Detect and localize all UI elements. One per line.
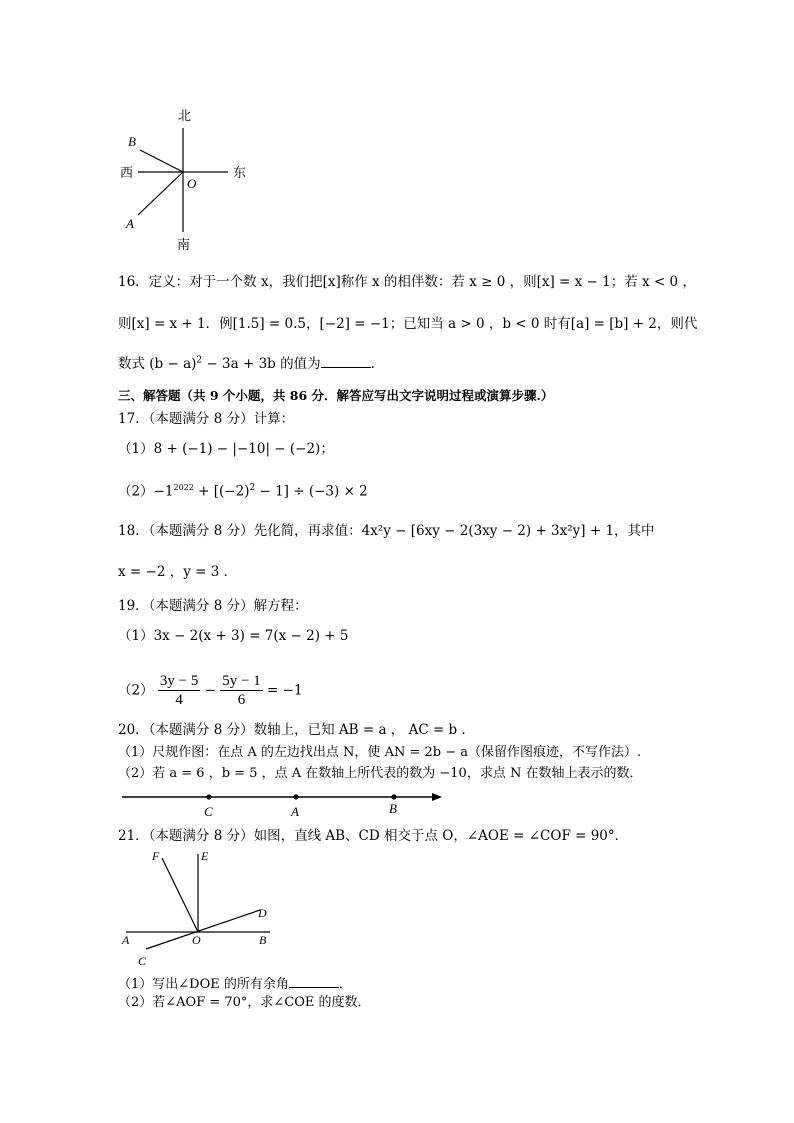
- number-line-figure: [118, 786, 458, 822]
- q19-frac1-num: 3y − 5: [159, 673, 199, 689]
- q16-line1: 16．定义：对于一个数 x，我们把[x]称作 x 的相伴数：若 x ≥ 0 ，则[x] = x − 1；若 x < 0 ，: [118, 274, 696, 290]
- q19-minus: −: [200, 682, 221, 699]
- compass-north: 北: [178, 108, 192, 123]
- compass-point-b: B: [128, 134, 136, 149]
- q21-heading: 21．（本题满分 8 分）如图，直线 AB、CD 相交于点 O，∠AOE = ∠COF = 90°．: [118, 828, 629, 844]
- figure21-label-b: B: [259, 933, 267, 947]
- compass-south: 南: [177, 237, 191, 252]
- compass-east: 东: [233, 165, 247, 180]
- q20-part1: （1）尺规作图：在点 A 的左边找出点 N，使 AN = 2b − a（保留作图痕迹，不写作法）.: [118, 745, 642, 760]
- q19-frac2-den: 6: [237, 692, 246, 708]
- q19-heading: 19．（本题满分 8 分）解方程：: [118, 598, 308, 614]
- q18-line2: x = −2 ，y = 3 ．: [118, 564, 238, 580]
- q21-part1-text: （1）写出∠DOE 的所有余角: [118, 977, 289, 992]
- q16-expr-sup: 2: [196, 355, 203, 366]
- q19-rhs: = −1: [262, 682, 303, 699]
- figure21-label-o: O: [192, 933, 201, 947]
- figure21-label-d: D: [258, 906, 267, 920]
- figure21-label-c: C: [138, 954, 147, 968]
- compass-point-a: A: [126, 216, 134, 231]
- q19-frac1-den: 4: [175, 692, 183, 708]
- number-line-label-c: C: [204, 804, 213, 819]
- q21-part1: [118, 975, 352, 991]
- q16-answer-blank[interactable]: [321, 355, 371, 368]
- section-3-heading: 三、解答题（共 9 个小题，共 86 分．解答应写出文字说明过程或演算步骤.）: [118, 388, 554, 403]
- q21-answer-blank[interactable]: [289, 975, 339, 988]
- number-line-point-c: [206, 794, 211, 799]
- number-line-label-a: A: [291, 804, 299, 819]
- number-line-point-b: [391, 794, 396, 799]
- q16-expr-end: ．: [370, 356, 385, 372]
- q17-part2-sup2: 2: [249, 483, 256, 493]
- q20-heading: 20．（本题满分 8 分）数轴上，已知 AB = a ， AC = b ．: [118, 722, 475, 738]
- q19-fraction-1: [158, 672, 200, 709]
- number-line-point-a: [293, 794, 298, 799]
- q17-part2-b: + [(−2): [193, 483, 250, 500]
- q21-part2: （2）若∠AOF = 70°，求∠COE 的度数．: [118, 995, 371, 1010]
- compass-origin-o: O: [187, 176, 197, 191]
- compass-west: 西: [120, 165, 134, 180]
- intersecting-lines-figure: [118, 846, 288, 970]
- q16-line3: [118, 355, 384, 372]
- q19-frac2-num: 5y − 1: [222, 673, 261, 689]
- q17-part2: [118, 484, 368, 499]
- q19-fraction-2: [220, 672, 262, 709]
- figure21-label-f: F: [152, 849, 160, 863]
- q18-line1: 18．（本题满分 8 分）先化简，再求值：4x²y − [6xy − 2(3xy − 2) + 3x²y] + 1，其中: [118, 523, 655, 539]
- figure21-label-e: E: [201, 849, 209, 863]
- q20-part2: （2）若 a = 6 ，b = 5 ，点 A 在数轴上所代表的数为 −10，求点 N 在数轴上表示的数．: [118, 766, 643, 781]
- q17-part2-c: − 1] ÷ (−3) × 2: [255, 483, 368, 500]
- q19-part1: （1）3x − 2(x + 3) = 7(x − 2) + 5: [118, 628, 349, 644]
- q16-line2: 则[x] = x + 1．例[1.5] = 0.5，[−2] = −1；已知当 a > 0 ，b < 0 时有[a] = [b] + 2，则代: [118, 316, 698, 332]
- q19-part2: [118, 672, 303, 709]
- compass-figure: [110, 100, 260, 260]
- figure21-label-a: A: [122, 933, 130, 947]
- q17-part2-a: （2）−1: [118, 483, 174, 500]
- q17-part1: （1）8 + (−1) − |−10| − (−2)；: [118, 441, 334, 457]
- q17-heading: 17．（本题满分 8 分）计算：: [118, 411, 295, 427]
- q19-part2-label: （2）: [118, 682, 154, 699]
- number-line-label-b: B: [389, 801, 397, 816]
- q17-part2-sup: 2022: [173, 483, 194, 492]
- q16-expr-b: − 3a + 3b 的值为: [202, 356, 321, 372]
- q16-expr-a: 数式 (b − a): [118, 356, 197, 372]
- q21-part1-end: ．: [338, 977, 352, 992]
